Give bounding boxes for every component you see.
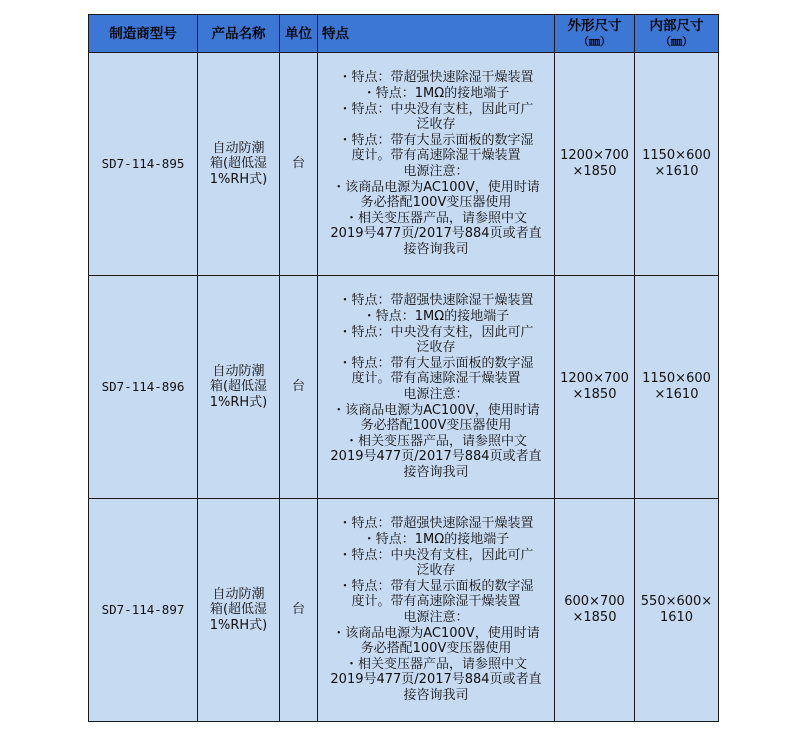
feature-line: 2019号477页/2017号884页或者直 — [330, 226, 542, 242]
header-outer-size — [555, 15, 635, 53]
feature-line: ・相关变压器产品，请参照中文 — [344, 433, 527, 449]
feature-line: 电源注意： — [403, 387, 469, 402]
inner-size-line: ×1610 — [654, 164, 699, 179]
feature-line: ・特点：带有大显示面板的数字湿 — [338, 578, 534, 594]
header-name: 产品名称 — [198, 15, 280, 53]
feature-line: ・特点：中央没有支柱，因此可广 — [338, 324, 534, 340]
inner-size-cell — [635, 276, 719, 499]
outer-size-cell — [555, 53, 635, 276]
model-cell: SD7-114-896 — [89, 276, 198, 499]
unit-cell: 台 — [280, 276, 318, 499]
feature-line: ・相关变压器产品，请参照中文 — [344, 210, 527, 226]
feature-line: 接咨询我司 — [403, 464, 469, 480]
header-inner-unit: （㎜） — [660, 34, 693, 48]
feature-line: ・特点：1MΩ的接地端子 — [362, 309, 510, 325]
feature-line: ・特点：带有大显示面板的数字湿 — [338, 355, 534, 371]
header-outer-unit: （㎜） — [578, 34, 611, 48]
feature-line: 度计。带有高速除湿干燥装置 — [351, 594, 521, 610]
header-inner-size — [635, 15, 719, 53]
model-cell: SD7-114-897 — [89, 499, 198, 722]
product-name-line: 箱(超低湿 — [209, 156, 268, 172]
feature-line: ・特点：带超强快速除湿干燥装置 — [338, 70, 534, 86]
header-outer-label: 外形尺寸 — [567, 17, 622, 34]
outer-size-cell — [555, 276, 635, 499]
feature-line: 泛收存 — [416, 563, 456, 579]
inner-size-cell — [635, 53, 719, 276]
feature-line: ・该商品电源为AC100V，使用时请 — [332, 179, 540, 195]
table-row — [89, 499, 719, 722]
feature-line: 务必搭配100V变压器使用 — [360, 641, 512, 657]
product-name-line: 自动防潮 — [212, 140, 265, 156]
feature-line: ・该商品电源为AC100V，使用时请 — [332, 402, 540, 418]
product-name-line: 箱(超低湿 — [209, 602, 268, 618]
header-row — [89, 15, 719, 53]
features-cell — [318, 276, 555, 499]
product-name-cell — [198, 499, 280, 722]
product-spec-table — [88, 14, 719, 722]
outer-size-line: ×1850 — [572, 164, 617, 179]
model-cell: SD7-114-895 — [89, 53, 198, 276]
feature-line: ・特点：带超强快速除湿干燥装置 — [338, 516, 534, 532]
outer-size-line: 1200×700 — [560, 148, 629, 164]
feature-line: ・特点：中央没有支柱，因此可广 — [338, 547, 534, 563]
product-name-cell — [198, 53, 280, 276]
inner-size-line: 1610 — [659, 610, 694, 625]
feature-line: 电源注意： — [403, 164, 469, 179]
outer-size-line: ×1850 — [572, 387, 617, 402]
feature-line: 务必搭配100V变压器使用 — [360, 195, 512, 211]
product-name-line: 1%RH式) — [209, 171, 268, 187]
outer-size-line: ×1850 — [572, 610, 617, 625]
outer-size-line: 1200×700 — [560, 371, 629, 387]
inner-size-line: 550×600× — [640, 594, 713, 610]
feature-line: 接咨询我司 — [403, 241, 469, 257]
product-name-line: 1%RH式) — [209, 394, 268, 410]
feature-line: ・特点：1MΩ的接地端子 — [362, 86, 510, 102]
features-cell — [318, 499, 555, 722]
feature-line: 泛收存 — [416, 340, 456, 356]
feature-line: 度计。带有高速除湿干燥装置 — [351, 371, 521, 387]
feature-line: ・该商品电源为AC100V，使用时请 — [332, 625, 540, 641]
unit-cell: 台 — [280, 499, 318, 722]
feature-line: 电源注意： — [403, 610, 469, 625]
table-row — [89, 53, 719, 276]
feature-line: 2019号477页/2017号884页或者直 — [330, 449, 542, 465]
features-cell — [318, 53, 555, 276]
feature-line: ・特点：1MΩ的接地端子 — [362, 532, 510, 548]
inner-size-line: 1150×600 — [642, 148, 711, 164]
inner-size-line: ×1610 — [654, 387, 699, 402]
feature-line: ・特点：带有大显示面板的数字湿 — [338, 132, 534, 148]
feature-line: ・特点：带超强快速除湿干燥装置 — [338, 293, 534, 309]
header-features: 特点 — [318, 15, 555, 53]
inner-size-line: 1150×600 — [642, 371, 711, 387]
product-name-line: 1%RH式) — [209, 617, 268, 633]
product-name-line: 自动防潮 — [212, 586, 265, 602]
inner-size-cell — [635, 499, 719, 722]
feature-line: ・相关变压器产品，请参照中文 — [344, 656, 527, 672]
outer-size-line: 600×700 — [564, 594, 625, 610]
header-inner-label: 内部尺寸 — [649, 17, 704, 34]
feature-line: 务必搭配100V变压器使用 — [360, 418, 512, 434]
product-name-cell — [198, 276, 280, 499]
feature-line: 度计。带有高速除湿干燥装置 — [351, 148, 521, 164]
feature-line: 接咨询我司 — [403, 687, 469, 703]
header-unit: 单位 — [280, 15, 318, 53]
header-model: 制造商型号 — [89, 15, 198, 53]
product-name-line: 箱(超低湿 — [209, 379, 268, 395]
feature-line: 2019号477页/2017号884页或者直 — [330, 672, 542, 688]
unit-cell: 台 — [280, 53, 318, 276]
feature-line: ・特点：中央没有支柱，因此可广 — [338, 101, 534, 117]
product-name-line: 自动防潮 — [212, 363, 265, 379]
feature-line: 泛收存 — [416, 117, 456, 133]
outer-size-cell — [555, 499, 635, 722]
table-row — [89, 276, 719, 499]
